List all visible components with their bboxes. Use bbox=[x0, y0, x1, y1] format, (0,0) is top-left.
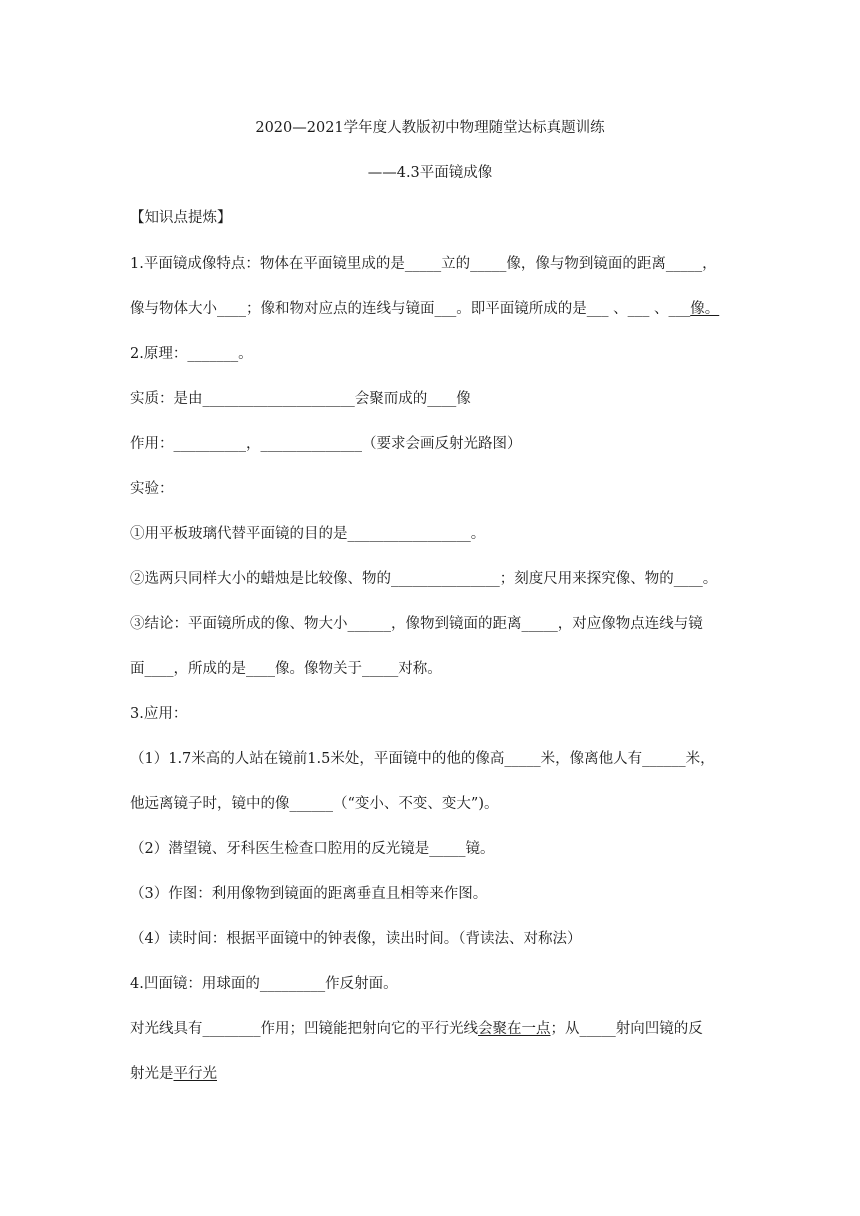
paragraph-line-1: 1.平面镜成像特点：物体在平面镜里成的是_____立的_____像，像与物到镜面的距离_____， bbox=[130, 256, 717, 272]
paragraph-line-19 bbox=[130, 1064, 740, 1084]
line-2-tail: 像。 bbox=[690, 301, 720, 317]
paragraph-line-7: ①用平板玻璃代替平面镜的目的是_________________。 bbox=[130, 526, 486, 542]
paragraph-line-5: 作用：__________，______________（要求会画反射光路图） bbox=[130, 436, 522, 452]
paragraph-line-18 bbox=[130, 1019, 740, 1039]
section-header: 【知识点提炼】 bbox=[130, 210, 232, 226]
paragraph-line-8: ②选两只同样大小的蜡烛是比较像、物的_______________；刻度尺用来探究像、物的____。 bbox=[130, 571, 718, 587]
paragraph-line-16: （4）读时间：根据平面镜中的钟表像，读出时间。（背读法、对称法） bbox=[130, 931, 582, 947]
line-19-text: 射光是 bbox=[130, 1066, 174, 1082]
subtitle-text: ——4.3平面镜成像 bbox=[367, 165, 493, 181]
paragraph-line-12: （1）1.7米高的人站在镜前1.5米处，平面镜中的他的像高_____米，像离他人有______米， bbox=[130, 751, 715, 767]
paragraph-line-4: 实质：是由_____________________会聚而成的____像 bbox=[130, 391, 471, 407]
line-18-underlined: 会聚在一点 bbox=[478, 1021, 551, 1037]
document-subtitle bbox=[0, 163, 860, 183]
line-2-text: 像与物体大小____；像和物对应点的连线与镜面___。即平面镜所成的是___ 、___ 、___ bbox=[130, 301, 691, 317]
paragraph-line-11: 3.应用： bbox=[130, 706, 188, 722]
document-title: 2020—2021学年度人教版初中物理随堂达标真题训练 bbox=[255, 120, 605, 136]
paragraph-line-2 bbox=[130, 299, 740, 319]
paragraph-line-10: 面____，所成的是____像。像物关于_____对称。 bbox=[130, 661, 442, 677]
line-19-underlined: 平行光 bbox=[173, 1066, 217, 1082]
line-18-text: 对光线具有________作用；凹镜能把射向它的平行光线 bbox=[130, 1021, 478, 1037]
paragraph-line-9: ③结论：平面镜所成的像、物大小______，像物到镜面的距离_____，对应像物点连线与镜 bbox=[130, 616, 703, 632]
paragraph-line-6: 实验： bbox=[130, 481, 174, 497]
paragraph-line-13: 他远离镜子时，镜中的像______（“变小、不变、变大”)。 bbox=[130, 796, 499, 812]
paragraph-line-17: 4.凹面镜：用球面的_________作反射面。 bbox=[130, 976, 398, 992]
paragraph-line-3: 2.原理：_______。 bbox=[130, 346, 253, 362]
paragraph-line-14: （2）潜望镜、牙科医生检查口腔用的反光镜是_____镜。 bbox=[130, 841, 495, 857]
paragraph-line-15: （3）作图：利用像物到镜面的距离垂直且相等来作图。 bbox=[130, 886, 488, 902]
line-18-tail: ；从_____射向凹镜的反 bbox=[550, 1021, 703, 1037]
